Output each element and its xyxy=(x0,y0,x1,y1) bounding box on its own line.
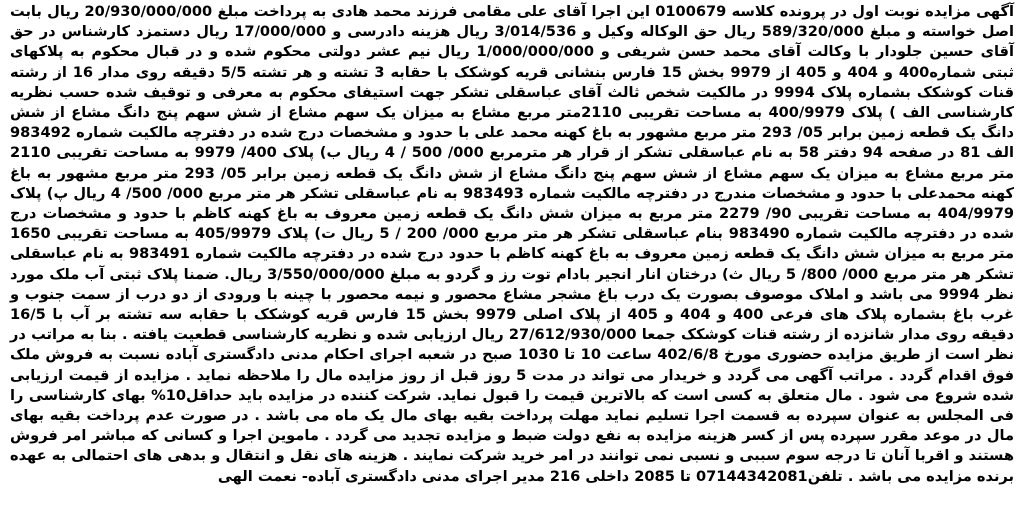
auction-notice-text: آگهی مزایده نوبت اول در پرونده کلاسه 0100679 این اجرا آقای علی مقامی فرزند محمد هادی به پرداخت مبلغ 20/930/000/000 ریال بابت اصل خواسته و مبلغ 589/320/000 ریال حق الوکاله وکیل و 3/014/536 ریال هزینه دادرسی و 17/000/000 ریال دستمزد کارشناس در حق آقای حسین جلودار با وکالت آقای محمد حسن شریفی و 1/000/000/000 ریال نیم عشر دولتی محکوم شده و در قبال محکوم به پلاکهای ثبتی شماره400 و 404 و 405 از 9979 بخش 15 فارس بنشانی قریه کوشکک با حقابه 3 تشته و هر تشته 5/5 دقیقه روی مدار 16 از رشته قنات کوشکک بشماره پلاک 9994 در مالکیت شخص ثالث آقای عباسقلی تشکر جهت استیفای محکوم به معرفی و توقیف شده حسب نظریه کارشناسی الف ) پلاک 400/9979 به مساحت تقریبی 2110متر مربع مشاع به میزان یک سهم مشاع از شش سهم پنج دانگ مشاع از شش دانگ یک قطعه زمین برابر 05/ 293 متر مربع مشهور به باغ کهنه محمد علی با حدود و مشخصات درج شده در دفترچه مالکیت شماره 983492 الف 81 در صفحه 94 دفتر 58 به نام عباسقلی تشکر از قرار هر مترمربع 000/ 500 / 4 ریال ب) پلاک 400/ 9979 به مساحت تقریبی 2110 متر مربع مشاع به میزان یک سهم مشاع از شش سهم پنج دانگ مشاع از شش دانگ یک قطعه زمین برابر 05/ 293 متر مربع مشهور به باغ کهنه محمدعلی با حدود و مشخصات مندرج در دفترچه مالکیت شماره 983493 به نام عباسقلی تشکر هر متر مربع 000/ 500/ 4 ریال پ) پلاک 404/9979 به مساحت تقریبی 90/ 2279 متر مربع به میزان شش دانگ یک قطعه زمین معروف به باغ کهنه کاظم با حدود و مشخصات درج شده در دفترچه مالکیت شماره 983490 بنام عباسقلی تشکر هر متر مربع 000/ 200 / 5 ریال ت) پلاک 405/9979 به مساحت تقریبی 1650 متر مربع به میزان شش دانگ یک قطعه زمین معروف به باغ کهنه کاظم با حدود درج شده در دفترچه مالکیت شماره 983491 به نام عباسقلی تشکر هر متر مربع 000/ 800/ 5 ریال ث) درختان انار انجیر بادام توت رز و گردو به مبلغ 3/550/000/000 ریال. ضمنا پلاک ثبتی آب ملک مورد نظر 9994 می باشد و املاک موصوف بصورت یک درب باغ مشجر مشاع محصور و نیمه محصور با چینه با ورودی از دو درب از سمت جنوب و غرب باغ بشماره پلاک های فرعی 400 و 404 و 405 از پلاک اصلی 9979 بخش 15 فارس قریه کوشکک با حقابه سه تشته بر آب با 16/5 دقیقه روی مدار شانزده از رشته قنات کوشکک جمعا 27/612/930/000 ریال ارزیابی شده و نظریه کارشناسی قطعیت یافته . بنا به مراتب در نظر است از طریق مزایده حضوری مورخ 402/6/8 ساعت 10 تا 1030 صبح در شعبه اجرای احکام مدنی دادگستری آباده نسبت به فروش ملک فوق اقدام گردد . مراتب آگهی می گردد و خریدار می تواند در مدت 5 روز قبل از روز مزایده مال را ملاحظه نماید . مزایده از قیمت ارزیابی شده شروع می شود . مال متعلق به کسی است که بالاترین قیمت را قبول نماید. شرکت کننده در مزایده باید حداقل10% بهای کارشناسی را فی المجلس به عنوان سپرده به قسمت اجرا تسلیم نماید مهلت پرداخت بقیه بهای مال یک ماه می باشد . در صورت عدم پرداخت بقیه بهای مال در موعد مقرر سپرده پس از کسر هزینه مزایده به نفع دولت ضبط و مزایده تجدید می گردد . ماموین اجرا و کسانی که مباشر امر فروش هستند و اقربا آنان تا درجه سوم سببی و نسبی نمی توانند در امر خرید شرکت نمایند . هزینه های نقل و انتقال و بدهی های احتمالی به عهده برنده مزایده می باشد . تلفن07144342081 تا 2085 داخلی 216 مدیر اجرای مدنی دادگستری آباده- نعمت الهی xyxy=(10,3,1015,485)
